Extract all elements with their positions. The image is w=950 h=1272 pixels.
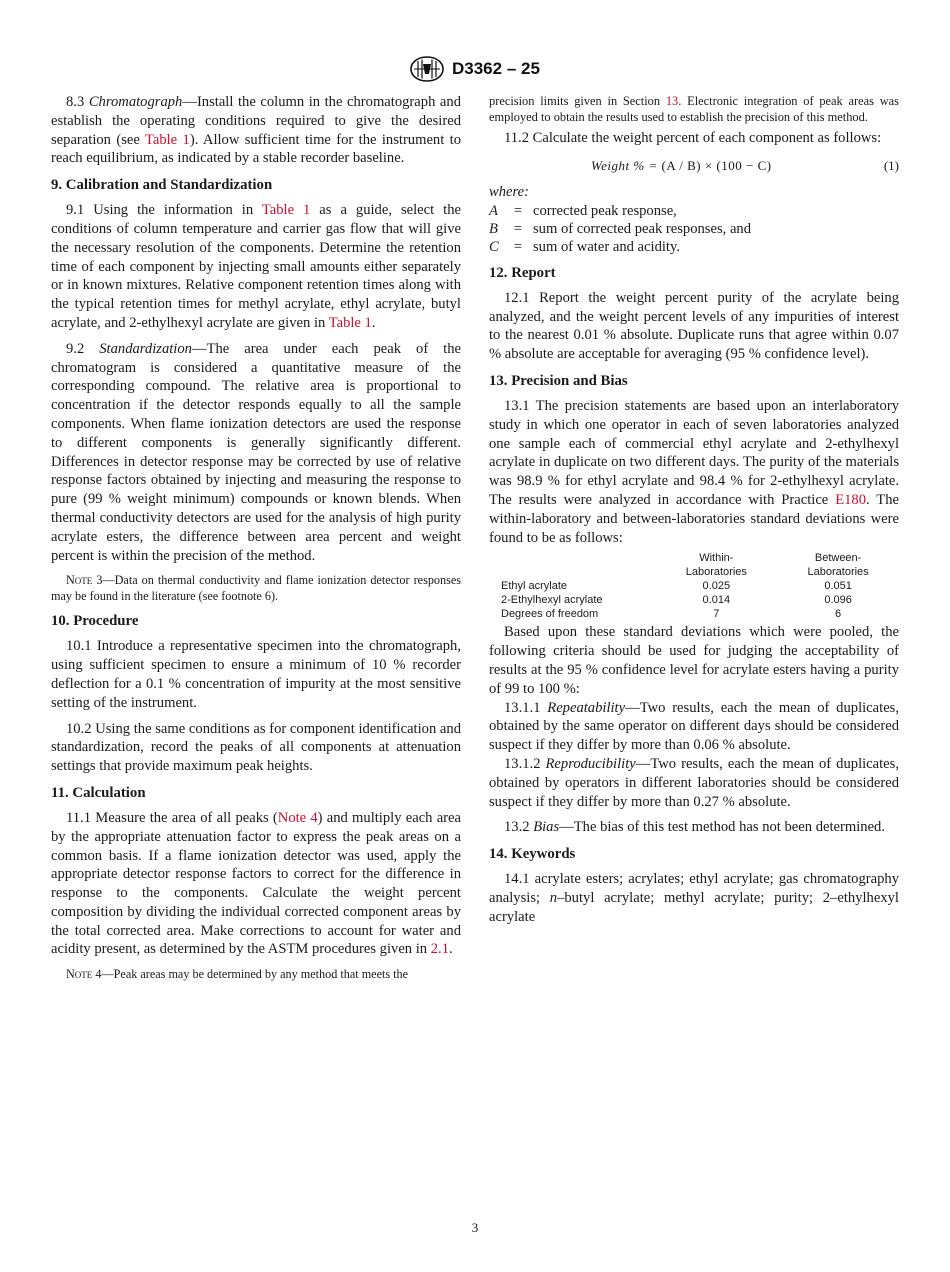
section-10-heading: 10. Procedure (51, 613, 139, 630)
table-header-row (501, 551, 899, 579)
column-header-between: Between- Laboratories (807, 552, 869, 579)
note-4-continuation: precision limits given in Section 13. Electronic integration of peak areas was employed to obtain the results used to establish the precision of this method. (489, 94, 900, 124)
where-label: where: (489, 183, 529, 200)
note-4-link[interactable]: Note 4 (277, 809, 318, 826)
paragraph-10-1: 10.1 Introduce a representative specimen into the chromatograph, using sufficient specimen to ensure a minimum of 10 % recorder deflection for a 0.1 % concentration of impurity at the most sensitive setting of the instrument. (51, 638, 461, 711)
right-column (489, 93, 899, 934)
column-header-within: Within- Laboratories (685, 552, 747, 579)
section-13-heading: 13. Precision and Bias (489, 372, 628, 389)
paragraph-9-2: 9.2 Standardization—The area under each peak of the chromatogram is considered a quantitative measure of the corresponding compound. The relative area is proportional to concentration if the detector responds equally to all the sample components. When flame ionization detectors are used the response to different components is generally significantly different. Differences in detector response may be corrected by use of relative response factors obtained by injecting and measuring the response to pure (99 % weight minimum) compounds or known blends. When thermal conductivity detectors are used for the analysis of high purity acrylate esters, the difference between area percent and weight percent is within the precision of the method. (51, 340, 462, 564)
definition-row: C = sum of water and acidity. (489, 238, 680, 255)
section-12-heading: 12. Report (489, 264, 556, 281)
left-column (51, 93, 461, 989)
section-14-heading: 14. Keywords (489, 846, 576, 863)
equation-1 (489, 155, 899, 179)
section-9-heading: 9. Calibration and Standardization (51, 177, 273, 194)
definition-row: A = corrected peak response, (489, 202, 677, 219)
paragraph-12-1: 12.1 Report the weight percent purity of the acrylate being analyzed, and the weight percent levels of any impurities of interest to the nearest 0.01 % absolute. Duplicate runs that agree within 0.07 % absolute are acceptable for averaging (95 % confidence level). (489, 289, 899, 363)
page-header (0, 56, 950, 82)
table-1-link[interactable]: Table 1 (328, 314, 372, 331)
paragraph-13-1-1: 13.1.1 Repeatability—Two results, each the mean of duplicates, obtained by the same operator on different days should be considered suspect if they differ by more than 0.06 % absolute. (489, 699, 899, 754)
paragraph-13-1-2: 13.1.2 Reproducibility—Two results, each the mean of duplicates, obtained by operators in different laboratories should be considered suspect if they differ by more than 0.27 % absolute. (489, 755, 899, 810)
table-1-link[interactable]: Table 1 (144, 131, 190, 148)
section-13-link[interactable]: 13 (665, 94, 679, 108)
equation-lhs: Weight % = (591, 157, 658, 173)
astm-logo (408, 56, 446, 82)
table-1-link[interactable]: Table 1 (261, 202, 311, 219)
equation-number: (1) (883, 157, 899, 173)
table-row: 2-Ethylhexyl acrylate 0.014 0.096 (501, 594, 852, 607)
paragraph-13-1: 13.1 The precision statements are based upon an interlaboratory study in which one operator in each of seven laboratories analyzed one sample each of commercial ethyl acrylate and 2-ethylhexyl acrylate in duplicate on two different days. The purity of the materials was 98.9 % for ethyl acrylate and 98.4 % for 2-ethylhexyl acrylate. The results were analyzed in accordance with Practice E180. The within-laboratory and between-laboratories standard deviations were found to be as follows: (489, 397, 899, 546)
e180-link[interactable]: E180 (835, 491, 867, 508)
note-3: Note 3—Data on thermal conductivity and flame ionization detector responses may be found in the literature (see footnote 6). (51, 573, 461, 604)
page-number: 3 (471, 1220, 479, 1235)
table-row: Ethyl acrylate 0.025 0.051 (501, 580, 852, 593)
equation-rhs: (A / B) × (100 − C) (661, 157, 772, 173)
standard-deviation-table (501, 551, 899, 621)
variable-definitions (489, 202, 899, 256)
paragraph-11-2: 11.2 Calculate the weight percent of each component as follows: (504, 130, 882, 146)
paragraph-14-1: 14.1 acrylate esters; acrylates; ethyl acrylate; gas chromatography analysis; n–butyl acrylate; methyl acrylate; purity; 2–ethylhexyl acrylate (489, 871, 899, 925)
section-11-heading: 11. Calculation (51, 784, 146, 801)
paragraph-8-3: 8.3 Chromatograph—Install the column in the chromatograph and establish the operating conditions required to give the desired separation (see Table 1). Allow sufficient time for the instrument to reach equilibrium, as indicated by a stable recorder baseline. (51, 94, 462, 167)
paragraph-11-1: 11.1 Measure the area of all peaks (Note 4) and multiply each area by the appropriate attenuation factor to express the peak areas on a common basis. If a flame ionization detector was used, apply the appropriate detector response factors to correct for the difference in response to the components. Calculate the weight percent composition by dividing the individual corrected component areas by the total corrected area. Make corrections to account for water and acidity present, as determined by the ASTM procedures given in 2.1. (51, 809, 461, 958)
section-2-1-link[interactable]: 2.1 (430, 941, 449, 958)
paragraph-10-2: 10.2 Using the same conditions as for component identification and standardization, record the peaks of all components at attenuation settings that provide maximum peak heights. (51, 720, 461, 775)
paragraph-13-2: 13.2 Bias—The bias of this test method has not been determined. (504, 819, 885, 836)
paragraph-based-upon: Based upon these standard deviations which were pooled, the following criteria should be used for judging the acceptability of results at the 95 % confidence level for acrylate esters having a purity of 99 to 100 %: (489, 624, 899, 697)
note-4: Note 4—Peak areas may be determined by any method that meets the (66, 967, 409, 982)
table-row: Degrees of freedom 7 6 (501, 608, 842, 621)
definition-row: B = sum of corrected peak responses, and (489, 220, 752, 237)
paragraph-9-1: 9.1 Using the information in Table 1 as a guide, select the conditions of column temperature and carrier gas flow that will give the necessary resolution of the components. Determine the retention time of each component by injecting small amounts either separately or in known mixtures. Relative component retention times along with the typical retention times for methyl acrylate, ethyl acrylate, butyl acrylate, and 2-ethylhexyl acrylate are given in Table 1. (51, 202, 461, 331)
document-number: D3362 – 25 (452, 59, 540, 78)
